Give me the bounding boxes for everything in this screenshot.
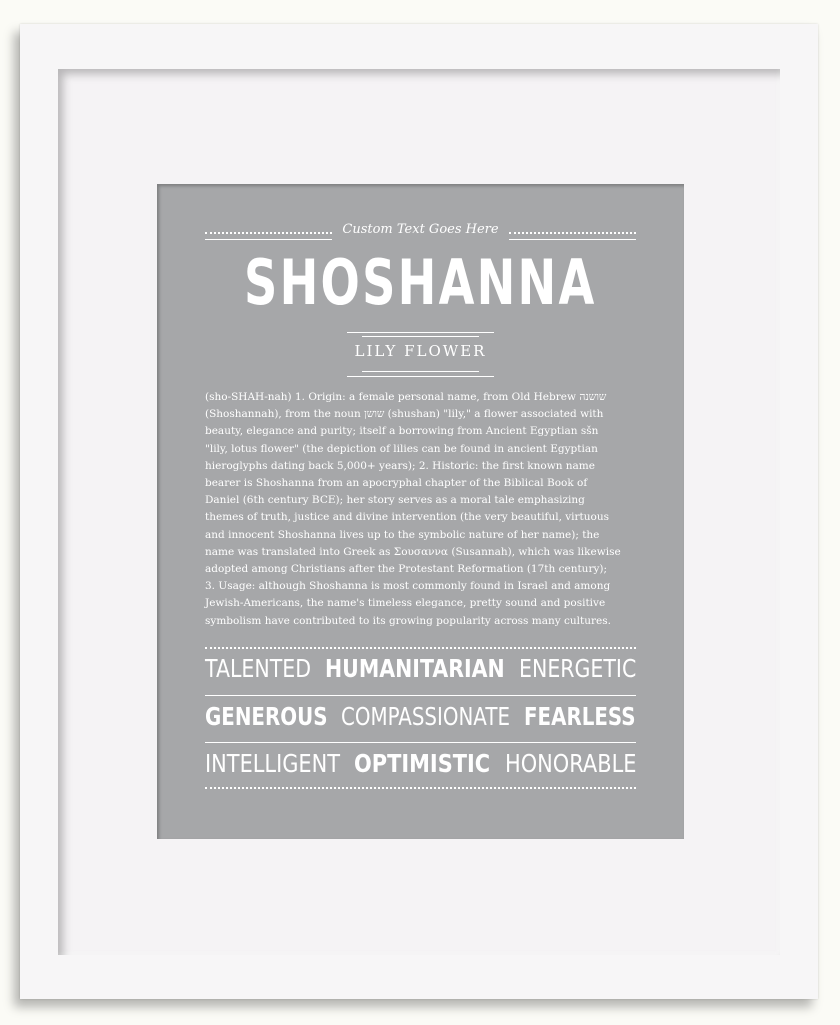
definition-line: and innocent Shoshanna lives up to the symbolic nature of her name); the bbox=[205, 528, 600, 541]
frame-mat bbox=[58, 69, 780, 955]
definition-line: 3. Usage: although Shoshanna is most commonly found in Israel and among bbox=[205, 580, 611, 593]
trait-row-rule bbox=[205, 695, 636, 696]
trait-word: COMPASSIONATE bbox=[341, 702, 511, 731]
trait-word-bold: HUMANITARIAN bbox=[324, 654, 505, 683]
definition-line: beauty, elegance and purity; itself a borrowing from Ancient Egyptian sšn bbox=[205, 425, 599, 438]
definition-line: themes of truth, justice and divine intervention (the very beautiful, virtuous bbox=[205, 511, 610, 524]
name-print bbox=[157, 184, 684, 839]
trait-word-bold: OPTIMISTIC bbox=[354, 749, 491, 778]
trait-word-bold: GENEROUS bbox=[205, 702, 328, 731]
definition-line: hieroglyphs dating back 5,000+ years); 2. Historic: the first known name bbox=[205, 459, 595, 472]
definition-line: Jewish-Americans, the name's timeless elegance, pretty sound and positive bbox=[205, 597, 606, 610]
trait-row bbox=[205, 702, 636, 731]
dotted-divider-right bbox=[509, 232, 636, 240]
trait-word-bold: FEARLESS bbox=[524, 702, 636, 731]
divider-rule bbox=[347, 332, 494, 333]
definition-line: bearer is Shoshanna from an apocryphal chapter of the Biblical Book of bbox=[205, 477, 588, 490]
trait-row bbox=[205, 654, 636, 683]
trait-word: INTELLIGENT bbox=[205, 749, 341, 778]
custom-text: Custom Text Goes Here bbox=[342, 222, 499, 237]
definition-line: adopted among Christians after the Protestant Reformation (17th century); bbox=[205, 563, 608, 576]
picture-frame bbox=[20, 24, 818, 999]
trait-row-rule bbox=[205, 742, 636, 743]
definition-line: Daniel (6th century BCE); her story serves as a moral tale emphasizing bbox=[205, 494, 585, 507]
trait-word: ENERGETIC bbox=[518, 654, 636, 683]
definition-line: "lily, lotus flower" (the depiction of lilies can be found in ancient Egyptian bbox=[205, 442, 598, 455]
definition-line: (Shoshannah), from the noun שושן (shushan) "lily," a flower associated with bbox=[205, 408, 604, 421]
name-definition bbox=[205, 389, 636, 630]
divider-rule bbox=[362, 371, 479, 372]
definition-line: name was translated into Greek as Σουσαννα (Susannah), which was likewise bbox=[205, 545, 621, 558]
dotted-divider bbox=[205, 647, 636, 653]
print-name-title: SHOSHANNA bbox=[244, 246, 597, 319]
name-meaning: LILY FLOWER bbox=[354, 342, 487, 360]
divider-rule bbox=[362, 336, 479, 337]
trait-word: HONORABLE bbox=[504, 749, 637, 778]
trait-word: TALENTED bbox=[205, 654, 312, 683]
custom-text-row bbox=[157, 218, 684, 248]
dotted-divider bbox=[205, 787, 636, 789]
definition-line: symbolism have contributed to its growing popularity across many cultures. bbox=[205, 614, 611, 627]
trait-row bbox=[205, 749, 636, 778]
definition-line: (sho-SHAH-nah) 1. Origin: a female personal name, from Old Hebrew שושנה bbox=[205, 391, 607, 403]
divider-rule bbox=[347, 376, 494, 377]
